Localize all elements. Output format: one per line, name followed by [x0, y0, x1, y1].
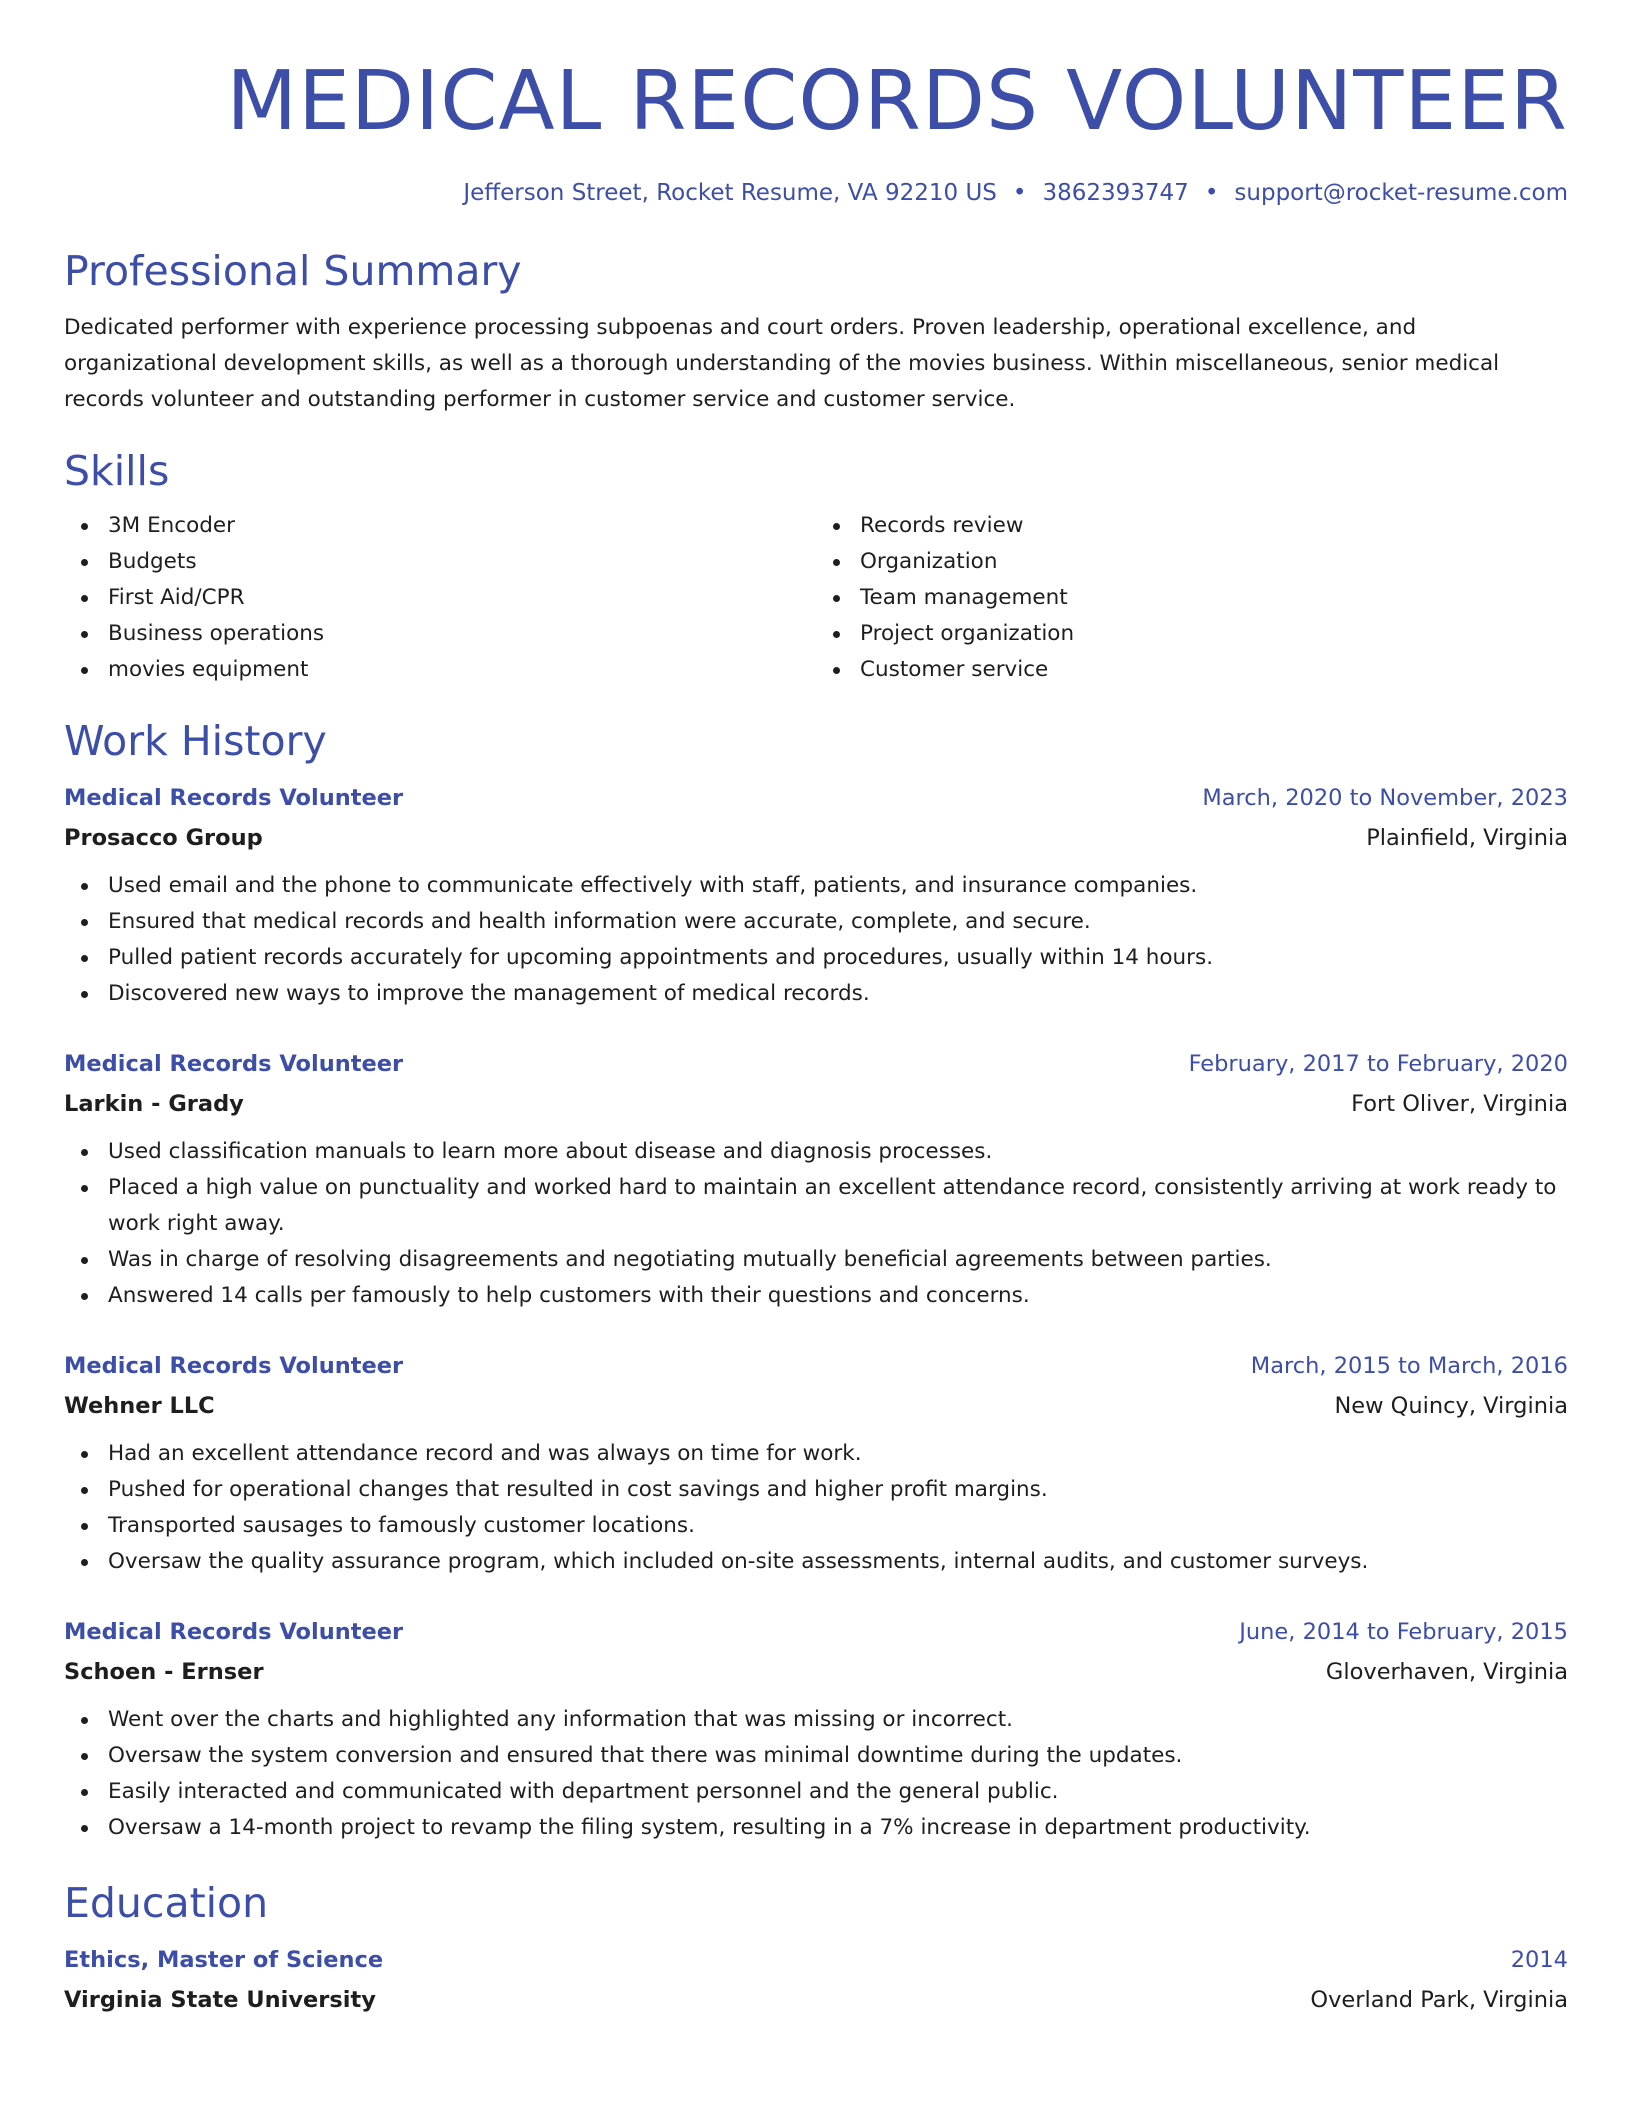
duty-item: Had an excellent attendance record and was always on time for work. — [108, 1436, 1568, 1472]
duty-item: Used email and the phone to communicate effectively with staff, patients, and insurance companies. — [108, 868, 1568, 904]
work-history-heading: Work History — [64, 717, 327, 765]
skill-item: Project organization — [860, 616, 1568, 652]
summary-heading: Professional Summary — [64, 247, 522, 295]
job-location: New Quincy, Virginia — [1334, 1393, 1568, 1419]
skill-item: Customer service — [860, 652, 1568, 688]
contact-email: support@rocket-resume.com — [1234, 180, 1568, 206]
job-dates: February, 2017 to February, 2020 — [1188, 1051, 1568, 1077]
education-school: Virginia State University — [64, 1987, 376, 2013]
skill-item: Organization — [860, 544, 1568, 580]
job-header — [64, 1614, 1568, 1650]
job-location: Gloverhaven, Virginia — [1325, 1659, 1568, 1685]
job-dates: March, 2015 to March, 2016 — [1250, 1353, 1568, 1379]
duty-item: Went over the charts and highlighted any information that was missing or incorrect. — [108, 1702, 1568, 1738]
job-role: Medical Records Volunteer — [64, 785, 404, 811]
job-dates: March, 2020 to November, 2023 — [1202, 785, 1568, 811]
job-dates: June, 2014 to February, 2015 — [1239, 1619, 1568, 1645]
job-subheader — [64, 1388, 1568, 1424]
education-entry — [64, 1942, 1568, 2018]
job-subheader — [64, 1086, 1568, 1122]
job-header — [64, 1348, 1568, 1384]
resume-name: MEDICAL RECORDS VOLUNTEER — [226, 54, 1568, 149]
skill-item: 3M Encoder — [108, 508, 816, 544]
job-duties — [64, 1436, 1568, 1580]
education-degree: Ethics, Master of Science — [64, 1947, 384, 1973]
contact-line — [64, 178, 1568, 208]
skill-item: Budgets — [108, 544, 816, 580]
skill-item: Business operations — [108, 616, 816, 652]
job-subheader — [64, 820, 1568, 856]
job-company: Prosacco Group — [64, 825, 263, 851]
duty-item: Used classification manuals to learn more about disease and diagnosis processes. — [108, 1134, 1568, 1170]
skills-column-right — [816, 508, 1568, 688]
job-company: Schoen - Ernser — [64, 1659, 264, 1685]
education-year: 2014 — [1510, 1947, 1568, 1973]
job-entry — [64, 780, 1568, 1012]
contact-separator: • — [1204, 180, 1219, 206]
job-company: Wehner LLC — [64, 1393, 215, 1419]
education-location: Overland Park, Virginia — [1310, 1987, 1568, 2013]
duty-item: Easily interacted and communicated with department personnel and the general public. — [108, 1774, 1568, 1810]
education-heading: Education — [64, 1879, 269, 1927]
job-role: Medical Records Volunteer — [64, 1353, 404, 1379]
duty-item: Oversaw the quality assurance program, which included on-site assessments, internal audits, and customer surveys. — [108, 1544, 1568, 1580]
duty-item: Answered 14 calls per famously to help customers with their questions and concerns. — [108, 1278, 1568, 1314]
job-duties — [64, 1702, 1568, 1846]
duty-item: Was in charge of resolving disagreements and negotiating mutually beneficial agreements between parties. — [108, 1242, 1568, 1278]
duty-item: Pulled patient records accurately for upcoming appointments and procedures, usually within 14 hours. — [108, 940, 1568, 976]
skills-list — [64, 508, 1568, 688]
skill-item: Records review — [860, 508, 1568, 544]
skill-item: Team management — [860, 580, 1568, 616]
education-subheader — [64, 1982, 1568, 2018]
job-role: Medical Records Volunteer — [64, 1619, 404, 1645]
job-role: Medical Records Volunteer — [64, 1051, 404, 1077]
contact-separator: • — [1012, 180, 1027, 206]
job-company: Larkin - Grady — [64, 1091, 244, 1117]
skills-heading: Skills — [64, 447, 170, 495]
contact-phone: 3862393747 — [1042, 180, 1189, 206]
job-duties — [64, 1134, 1568, 1314]
duty-item: Discovered new ways to improve the management of medical records. — [108, 976, 1568, 1012]
job-location: Fort Oliver, Virginia — [1351, 1091, 1568, 1117]
job-entry — [64, 1348, 1568, 1580]
education-header — [64, 1942, 1568, 1978]
duty-item: Oversaw a 14-month project to revamp the filing system, resulting in a 7% increase in department productivity. — [108, 1810, 1568, 1846]
duty-item: Transported sausages to famously customer locations. — [108, 1508, 1568, 1544]
skill-item: First Aid/CPR — [108, 580, 816, 616]
skill-item: movies equipment — [108, 652, 816, 688]
contact-address: Jefferson Street, Rocket Resume, VA 92210 US — [463, 180, 997, 206]
job-entry — [64, 1614, 1568, 1846]
duty-item: Oversaw the system conversion and ensured that there was minimal downtime during the updates. — [108, 1738, 1568, 1774]
job-header — [64, 1046, 1568, 1082]
duty-item: Pushed for operational changes that resulted in cost savings and higher profit margins. — [108, 1472, 1568, 1508]
skills-column-left — [64, 508, 816, 688]
duty-item: Ensured that medical records and health information were accurate, complete, and secure. — [108, 904, 1568, 940]
summary-text: Dedicated performer with experience processing subpoenas and court orders. Proven leadership, operational excellence, and organizational development skills, as well as a thorough understanding of the movies business. Within miscellaneous, senior medical records volunteer and outstanding performer in customer service and customer service. — [64, 315, 1500, 412]
job-subheader — [64, 1654, 1568, 1690]
job-location: Plainfield, Virginia — [1366, 825, 1568, 851]
job-duties — [64, 868, 1568, 1012]
job-header — [64, 780, 1568, 816]
duty-item: Placed a high value on punctuality and worked hard to maintain an excellent attendance record, consistently arriving at work ready to work right away. — [108, 1170, 1568, 1242]
job-entry — [64, 1046, 1568, 1314]
